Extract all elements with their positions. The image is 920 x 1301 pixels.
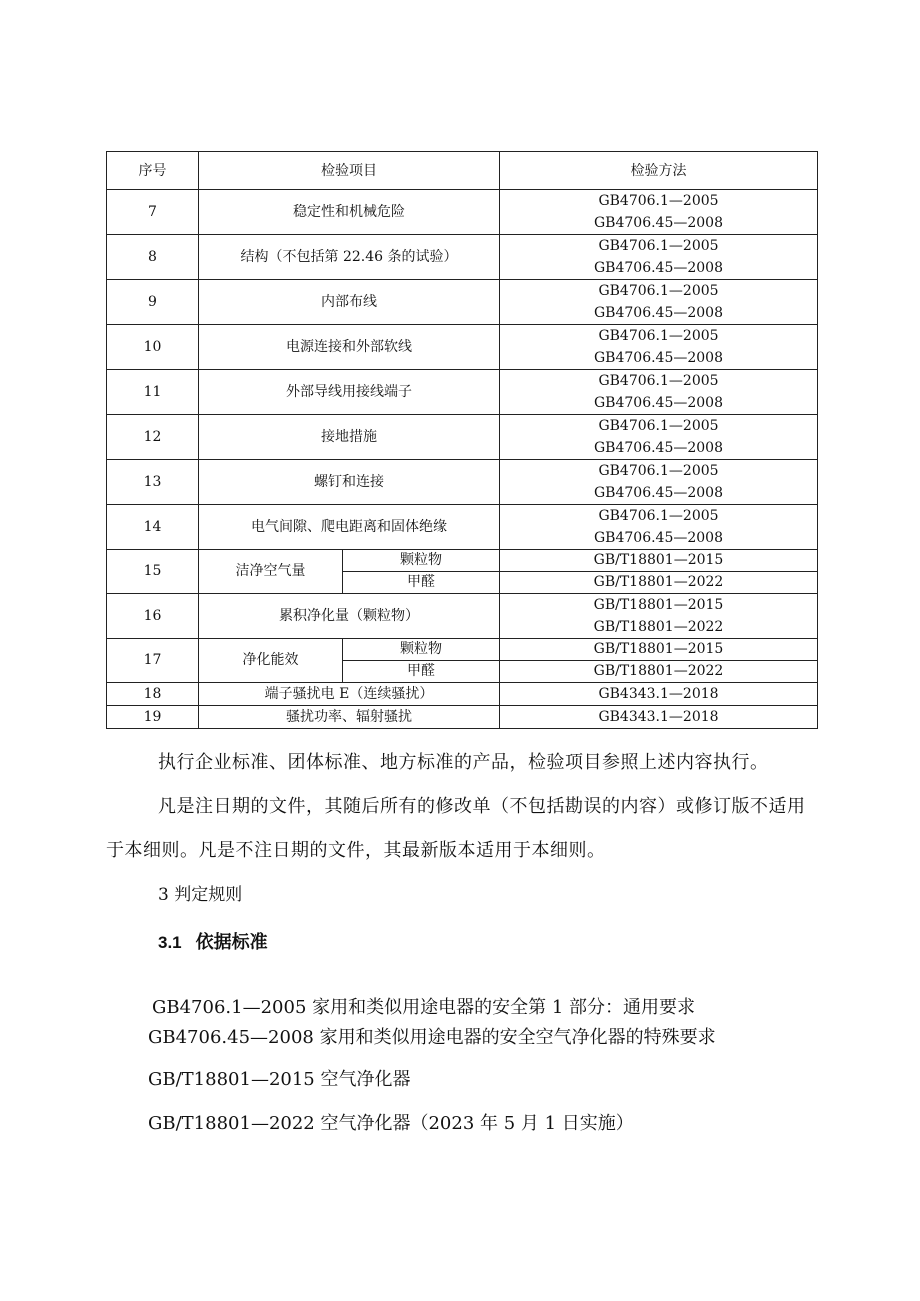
item-cell: 骚扰功率、辐射骚扰 bbox=[199, 706, 500, 729]
seq-cell: 13 bbox=[107, 460, 199, 505]
method-line: GB4706.1—2005 bbox=[598, 283, 719, 299]
method-cell bbox=[500, 370, 818, 415]
method-cell: GB4343.1—2018 bbox=[500, 683, 818, 706]
subitem-cell: 甲醛 bbox=[343, 661, 500, 683]
seq-cell: 19 bbox=[107, 706, 199, 729]
method-cell bbox=[500, 190, 818, 235]
method-cell bbox=[500, 235, 818, 280]
method-line: GB4706.1—2005 bbox=[598, 193, 719, 209]
seq-cell: 12 bbox=[107, 415, 199, 460]
method-line: GB4706.1—2005 bbox=[598, 508, 719, 524]
method-cell: GB/T18801—2015 bbox=[500, 639, 818, 661]
table-row bbox=[107, 639, 818, 661]
method-cell bbox=[500, 505, 818, 550]
reference-standard: GB4706.45—2008 家用和类似用途电器的安全空气净化器的特殊要求 bbox=[148, 1027, 716, 1048]
seq-cell: 18 bbox=[107, 683, 199, 706]
reference-standard: GB4706.1—2005 家用和类似用途电器的安全第 1 部分：通用要求 bbox=[152, 997, 696, 1018]
seq-cell: 10 bbox=[107, 325, 199, 370]
method-line: GB4706.1—2005 bbox=[598, 463, 719, 479]
method-line: GB/T18801—2022 bbox=[593, 619, 724, 635]
method-line: GB4706.1—2005 bbox=[598, 238, 719, 254]
method-line: GB4706.45—2008 bbox=[594, 485, 723, 501]
table-row bbox=[107, 235, 818, 280]
method-cell bbox=[500, 325, 818, 370]
table-header-row bbox=[107, 152, 818, 190]
item-cell: 结构（不包括第 22.46 条的试验） bbox=[199, 235, 500, 280]
subsection-heading-basis-standards bbox=[158, 921, 268, 965]
header-seq: 序号 bbox=[107, 152, 199, 190]
table-row bbox=[107, 280, 818, 325]
note-paragraph-dated-references: 凡是注日期的文件，其随后所有的修改单（不包括勘误的内容）或修订版不适用于本细则。凡是不注日期的文件，其最新版本适用于本细则。 bbox=[106, 796, 806, 861]
subsection-title: 依据标准 bbox=[195, 932, 268, 953]
note-paragraph-standards: 执行企业标准、团体标准、地方标准的产品，检验项目参照上述内容执行。 bbox=[158, 752, 769, 773]
table-row bbox=[107, 505, 818, 550]
subitem-cell: 甲醛 bbox=[343, 572, 500, 594]
table-row bbox=[107, 190, 818, 235]
method-line: GB4706.45—2008 bbox=[594, 305, 723, 321]
seq-cell: 11 bbox=[107, 370, 199, 415]
method-cell bbox=[500, 594, 818, 639]
header-item: 检验项目 bbox=[199, 152, 500, 190]
method-line: GB4706.1—2005 bbox=[598, 328, 719, 344]
table-row bbox=[107, 550, 818, 572]
table-row bbox=[107, 415, 818, 460]
method-cell bbox=[500, 415, 818, 460]
item-cell: 内部布线 bbox=[199, 280, 500, 325]
reference-standard: GB/T18801—2015 空气净化器 bbox=[148, 1069, 411, 1090]
item-cell: 稳定性和机械危险 bbox=[199, 190, 500, 235]
header-method: 检验方法 bbox=[500, 152, 818, 190]
seq-cell: 17 bbox=[107, 639, 199, 683]
method-line: GB4706.45—2008 bbox=[594, 395, 723, 411]
item-cell: 接地措施 bbox=[199, 415, 500, 460]
section-heading-judgement-rules: 3 判定规则 bbox=[158, 885, 243, 905]
method-cell: GB/T18801—2022 bbox=[500, 661, 818, 683]
table-row bbox=[107, 460, 818, 505]
seq-cell: 7 bbox=[107, 190, 199, 235]
table-row bbox=[107, 370, 818, 415]
reference-standard: GB/T18801—2022 空气净化器（2023 年 5 月 1 日实施） bbox=[148, 1113, 634, 1134]
seq-cell: 14 bbox=[107, 505, 199, 550]
method-cell bbox=[500, 280, 818, 325]
table-row bbox=[107, 325, 818, 370]
item-cell: 螺钉和连接 bbox=[199, 460, 500, 505]
method-line: GB4706.45—2008 bbox=[594, 530, 723, 546]
item-cell: 外部导线用接线端子 bbox=[199, 370, 500, 415]
item-cell: 洁净空气量 bbox=[199, 550, 343, 594]
subitem-cell: 颗粒物 bbox=[343, 639, 500, 661]
table-row bbox=[107, 706, 818, 729]
inspection-items-table bbox=[106, 151, 818, 729]
item-cell: 端子骚扰电 E（连续骚扰） bbox=[199, 683, 500, 706]
method-cell: GB/T18801—2015 bbox=[500, 550, 818, 572]
method-line: GB4706.1—2005 bbox=[598, 373, 719, 389]
item-cell: 电气间隙、爬电距离和固体绝缘 bbox=[199, 505, 500, 550]
seq-cell: 8 bbox=[107, 235, 199, 280]
item-cell: 净化能效 bbox=[199, 639, 343, 683]
table-row bbox=[107, 594, 818, 639]
method-line: GB4706.45—2008 bbox=[594, 350, 723, 366]
subitem-cell: 颗粒物 bbox=[343, 550, 500, 572]
method-line: GB4706.45—2008 bbox=[594, 440, 723, 456]
method-line: GB/T18801—2015 bbox=[593, 597, 724, 613]
method-line: GB4706.45—2008 bbox=[594, 260, 723, 276]
item-cell: 累积净化量（颗粒物） bbox=[199, 594, 500, 639]
item-cell: 电源连接和外部软线 bbox=[199, 325, 500, 370]
seq-cell: 15 bbox=[107, 550, 199, 594]
table-row bbox=[107, 683, 818, 706]
seq-cell: 16 bbox=[107, 594, 199, 639]
method-line: GB4706.1—2005 bbox=[598, 418, 719, 434]
seq-cell: 9 bbox=[107, 280, 199, 325]
method-cell bbox=[500, 460, 818, 505]
method-line: GB4706.45—2008 bbox=[594, 215, 723, 231]
method-cell: GB/T18801—2022 bbox=[500, 572, 818, 594]
subsection-number: 3.1 bbox=[158, 933, 182, 952]
method-cell: GB4343.1—2018 bbox=[500, 706, 818, 729]
